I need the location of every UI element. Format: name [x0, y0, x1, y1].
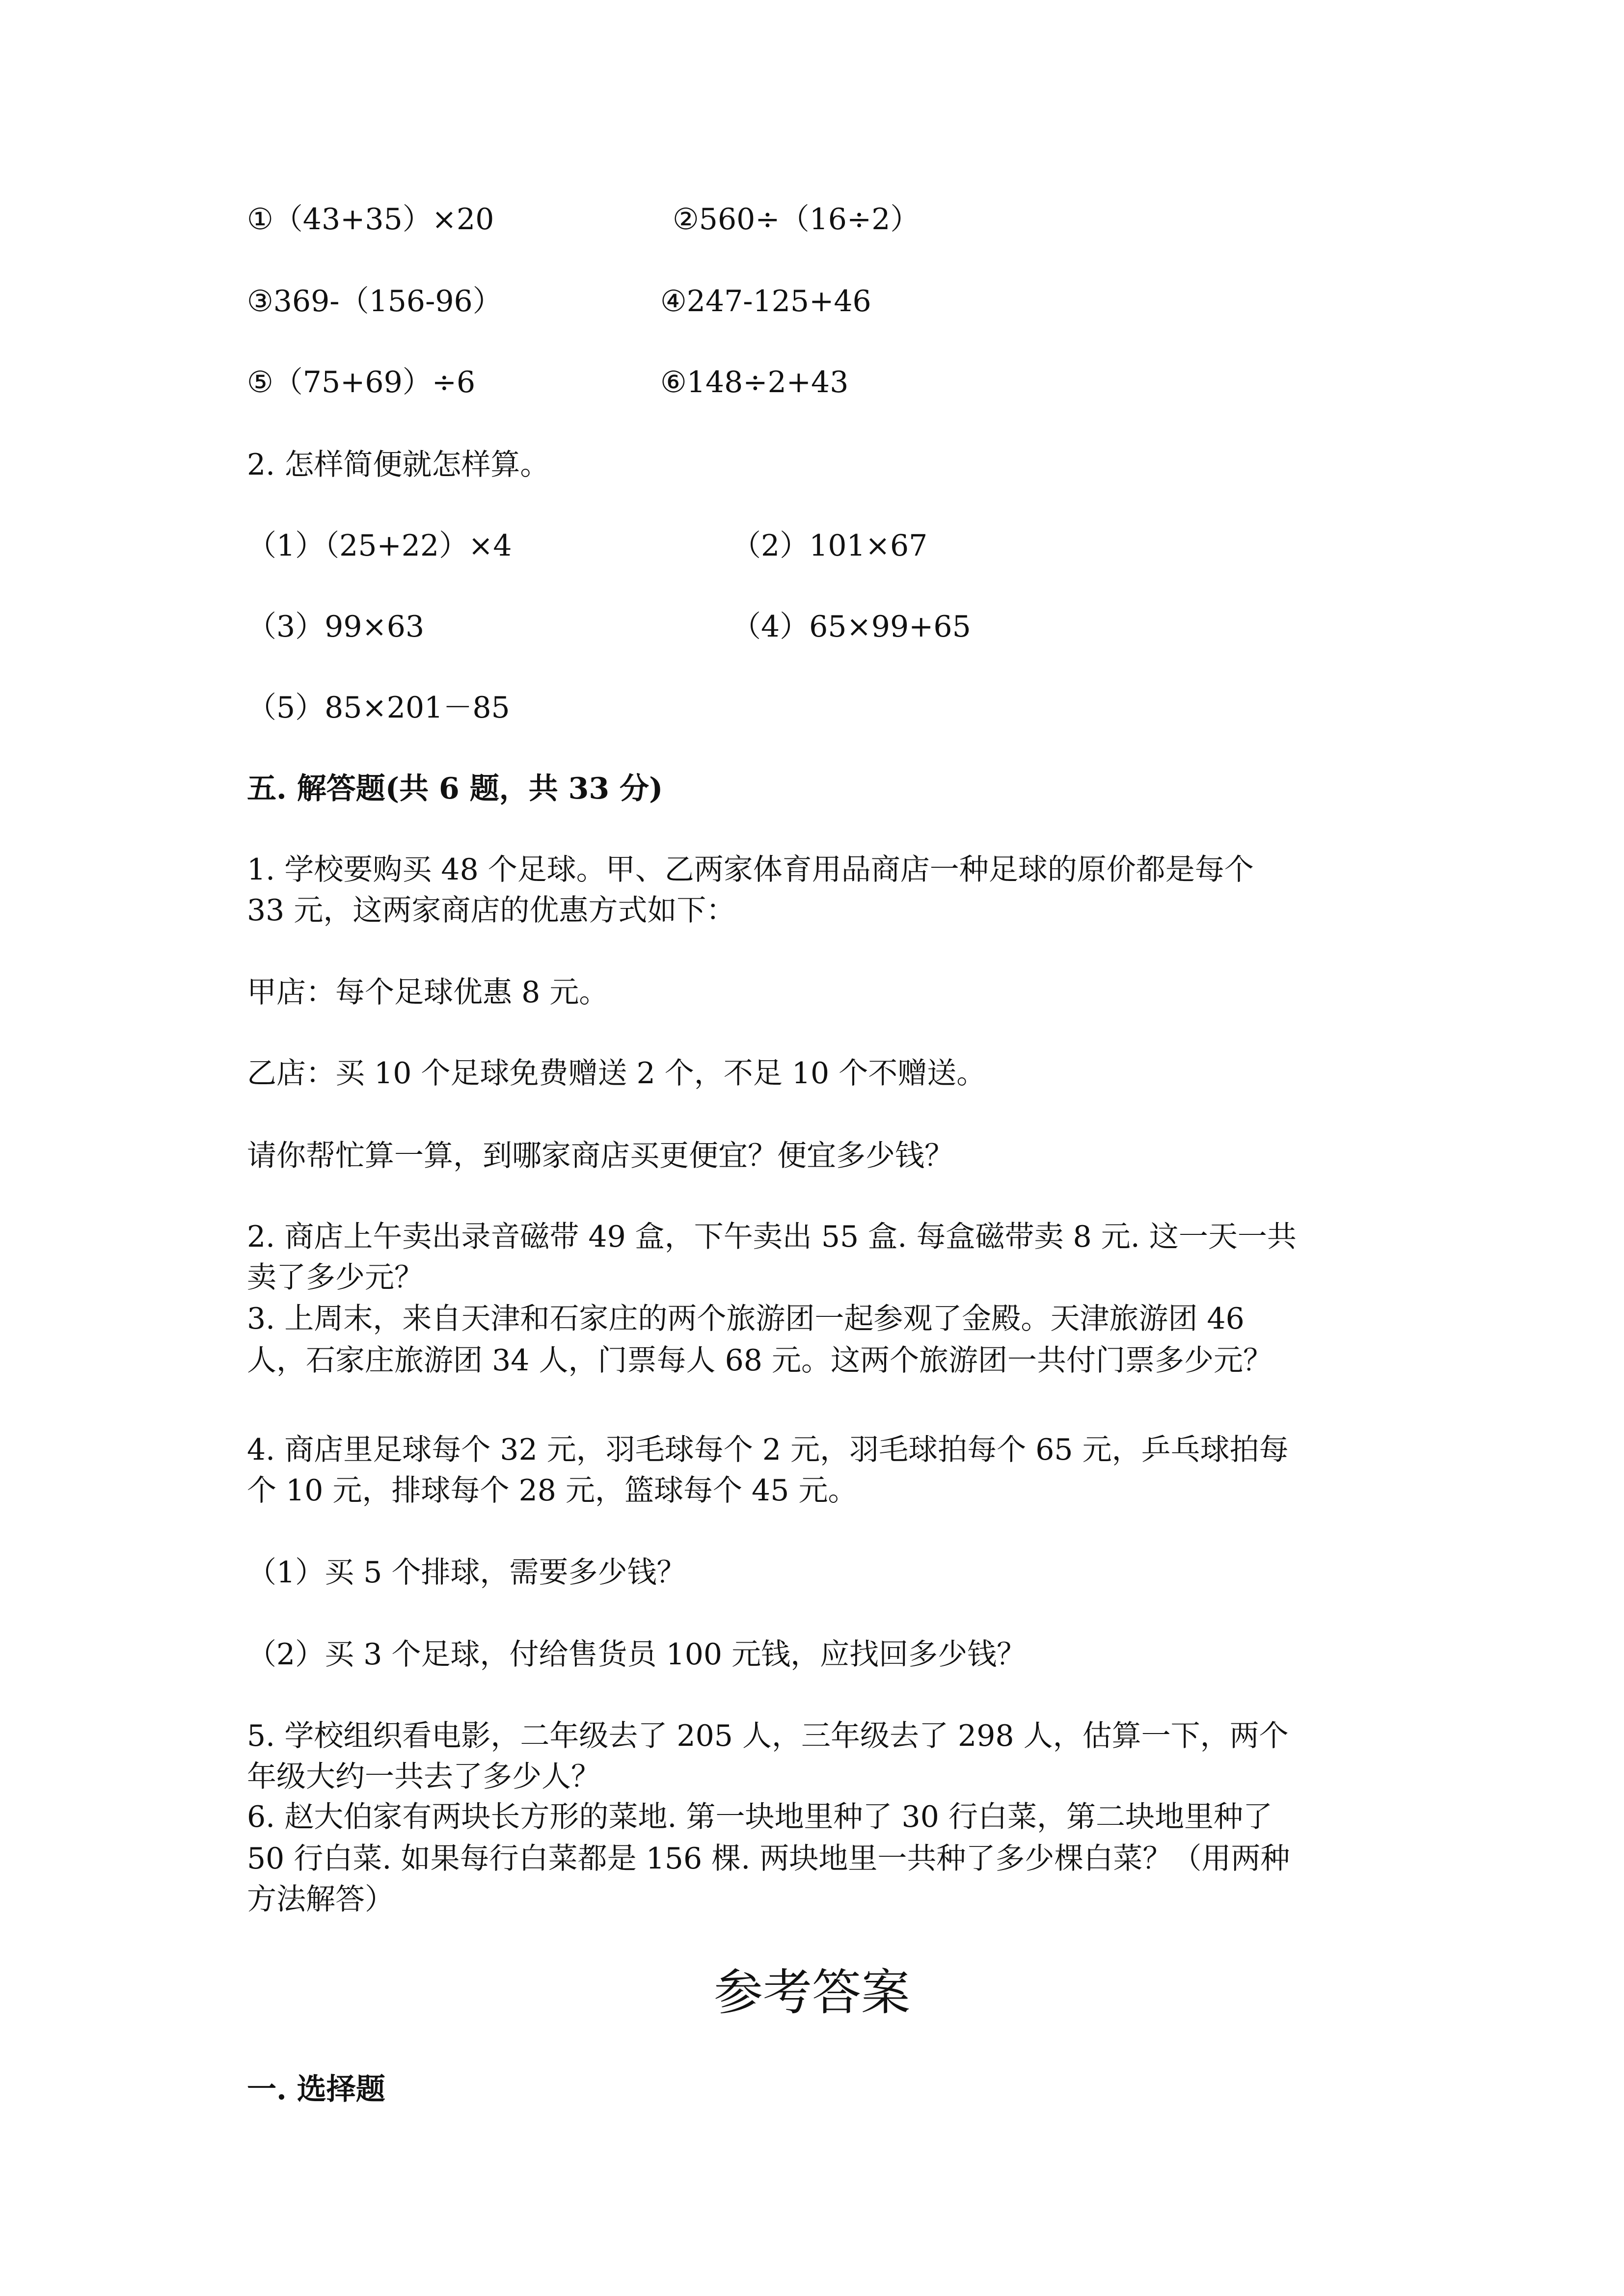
q2-problem-2: （2）101×67 [731, 529, 928, 563]
problem-3-line-2: 人，石家庄旅游团 34 人，门票每人 68 元。这两个旅游团一共付门票多少元？ [247, 1343, 1272, 1378]
expression-5: ⑤（75+69）÷6 [247, 365, 476, 400]
q2-problem-4: （4）65×99+65 [731, 610, 971, 644]
expression-6: ⑥148÷2+43 [660, 365, 849, 400]
answers-section-1-heading: 一. 选择题 [247, 2072, 385, 2107]
problem-6-line-2: 50 行白菜. 如果每行白菜都是 156 棵. 两块地里一共种了多少棵白菜？（用两种 [247, 1842, 1290, 1876]
expression-1: ①（43+35）×20 [247, 202, 494, 237]
expression-3: ③369-（156-96） [247, 284, 502, 319]
problem-6-line-3: 方法解答） [247, 1882, 394, 1917]
problem-6-line-1: 6. 赵大伯家有两块长方形的菜地. 第一块地里种了 30 行白菜，第二块地里种了 [247, 1800, 1272, 1834]
question-2-title: 2. 怎样简便就怎样算。 [247, 448, 550, 482]
problem-1-line-1: 1. 学校要购买 48 个足球。甲、乙两家体育用品商店一种足球的原价都是每个 [247, 853, 1254, 887]
q2-problem-3: （3）99×63 [247, 610, 425, 644]
problem-2-line-1: 2. 商店上午卖出录音磁带 49 盒，下午卖出 55 盒. 每盒磁带卖 8 元. 这一天一共 [247, 1220, 1297, 1254]
q2-problem-5: （5）85×201－85 [247, 691, 510, 725]
problem-1-shop-jia: 甲店：每个足球优惠 8 元。 [247, 975, 609, 1010]
problem-1-line-2: 33 元，这两家商店的优惠方式如下： [247, 893, 736, 928]
problem-3-line-1: 3. 上周末，来自天津和石家庄的两个旅游团一起参观了金殿。天津旅游团 46 [247, 1302, 1245, 1336]
q2-problem-1: （1）（25+22）×4 [247, 529, 512, 563]
problem-4-sub-2: （2）买 3 个足球，付给售货员 100 元钱，应找回多少钱？ [247, 1637, 1027, 1672]
problem-4-sub-1: （1）买 5 个排球，需要多少钱？ [247, 1555, 686, 1590]
problem-5-line-2: 年级大约一共去了多少人？ [247, 1760, 600, 1794]
problem-4-line-2: 个 10 元，排球每个 28 元，篮球每个 45 元。 [247, 1473, 858, 1508]
problem-5-line-1: 5. 学校组织看电影，二年级去了 205 人，三年级去了 298 人，估算一下，两个 [247, 1719, 1289, 1753]
problem-1-question: 请你帮忙算一算，到哪家商店买更便宜？便宜多少钱？ [247, 1139, 954, 1173]
problem-4-line-1: 4. 商店里足球每个 32 元，羽毛球每个 2 元，羽毛球拍每个 65 元，乒乓球拍每 [247, 1433, 1289, 1467]
section-5-heading: 五. 解答题(共 6 题，共 33 分) [247, 772, 663, 806]
problem-2-line-2: 卖了多少元？ [247, 1260, 424, 1295]
expression-2: ②560÷（16÷2） [673, 202, 920, 237]
answers-title: 参考答案 [714, 1964, 910, 2021]
expression-4: ④247-125+46 [660, 284, 871, 319]
problem-1-shop-yi: 乙店：买 10 个足球免费赠送 2 个，不足 10 个不赠送。 [247, 1056, 986, 1091]
